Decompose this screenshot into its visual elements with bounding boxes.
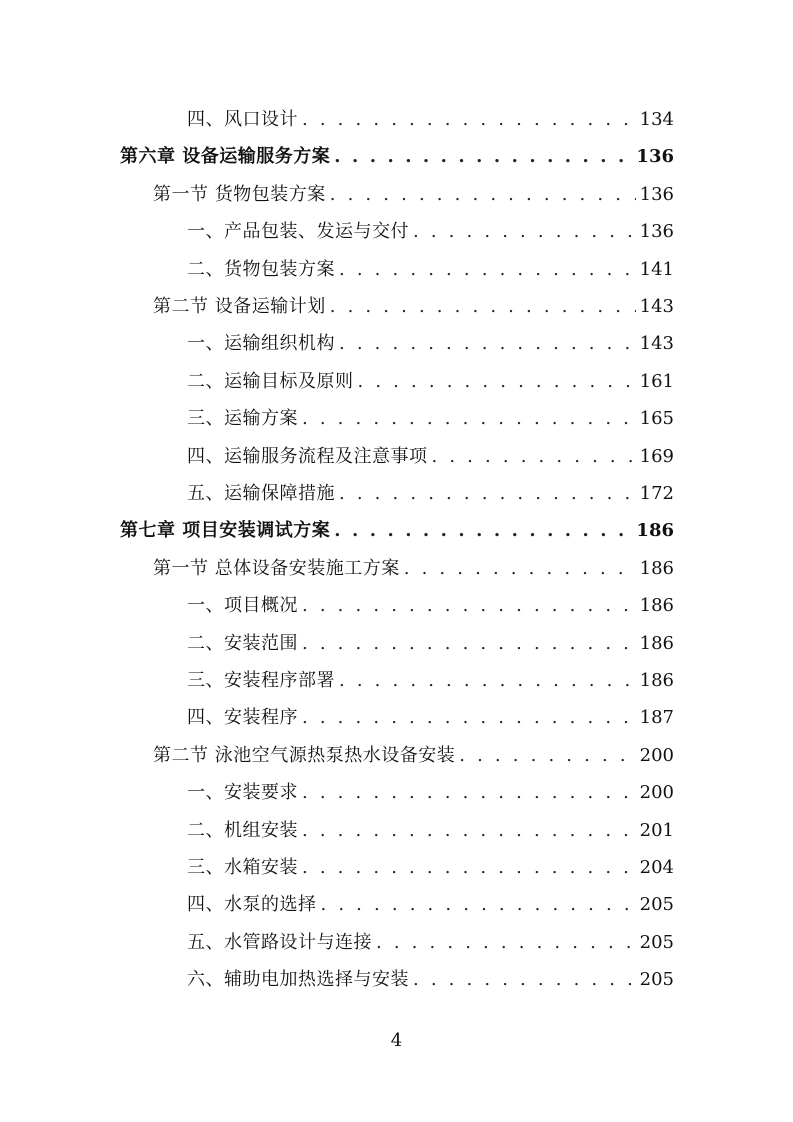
toc-entry-title: 第二节 泳池空气源热泵热水设备安装	[153, 744, 456, 766]
toc-leader-dots	[339, 669, 636, 693]
toc-leader-dots	[321, 893, 636, 917]
toc-chapter-entry[interactable]	[120, 145, 674, 169]
toc-entry-page-number: 143	[639, 333, 674, 355]
toc-entry-title: 二、安装范围	[187, 632, 298, 654]
toc-leader-dots	[413, 968, 636, 992]
toc-entry-title: 四、风口设计	[187, 109, 298, 130]
toc-leader-dots	[339, 332, 636, 356]
toc-subsection-entry[interactable]	[187, 931, 674, 955]
toc-entry-title: 一、产品包装、发运与交付	[187, 221, 409, 243]
toc-entry-title: 第一节 货物包装方案	[153, 183, 326, 205]
toc-entry-page-number: 200	[639, 744, 674, 766]
toc-entry-page-number: 205	[639, 931, 674, 953]
toc-section-entry[interactable]	[153, 295, 674, 319]
toc-entry-page-number: 143	[639, 296, 674, 317]
toc-entry-title: 三、水箱安装	[187, 857, 298, 878]
toc-entry-page-number: 200	[639, 782, 674, 804]
toc-leader-dots	[302, 594, 636, 618]
toc-entry-title: 二、机组安装	[187, 819, 298, 841]
toc-entry-page-number: 205	[639, 969, 674, 991]
toc-leader-dots	[339, 258, 636, 282]
toc-entry-page-number: 161	[639, 370, 674, 392]
toc-entry-title: 第二节 设备运输计划	[153, 296, 326, 317]
toc-entry-title: 第六章 设备运输服务方案	[120, 146, 331, 168]
toc-subsection-entry[interactable]	[187, 108, 674, 132]
toc-subsection-entry[interactable]	[187, 482, 674, 506]
toc-subsection-entry[interactable]	[187, 445, 674, 469]
toc-leader-dots	[413, 220, 636, 244]
toc-subsection-entry[interactable]	[187, 258, 674, 282]
toc-leader-dots	[302, 819, 636, 843]
toc-leader-dots	[339, 482, 636, 506]
toc-leader-dots	[330, 295, 636, 319]
toc-leader-dots	[302, 706, 636, 730]
toc-leader-dots	[334, 519, 632, 543]
toc-entry-title: 第一节 总体设备安装施工方案	[153, 557, 400, 579]
toc-subsection-entry[interactable]	[187, 332, 674, 356]
toc-entry-page-number: 186	[636, 520, 674, 542]
toc-subsection-entry[interactable]	[187, 632, 674, 656]
toc-subsection-entry[interactable]	[187, 220, 674, 244]
toc-entry-title: 四、运输服务流程及注意事项	[187, 445, 428, 467]
toc-section-entry[interactable]	[153, 557, 674, 581]
toc-entry-page-number: 136	[636, 146, 674, 168]
toc-entry-page-number: 141	[639, 258, 674, 280]
toc-subsection-entry[interactable]	[187, 706, 674, 730]
toc-leader-dots	[330, 183, 636, 207]
toc-entry-title: 一、运输组织机构	[187, 333, 335, 355]
toc-section-entry[interactable]	[153, 744, 674, 768]
toc-chapter-entry[interactable]	[120, 519, 674, 543]
toc-subsection-entry[interactable]	[187, 893, 674, 917]
toc-subsection-entry[interactable]	[187, 968, 674, 992]
toc-leader-dots	[302, 632, 636, 656]
toc-entry-page-number: 134	[639, 109, 674, 130]
toc-entry-page-number: 205	[639, 894, 674, 916]
toc-leader-dots	[334, 145, 632, 169]
toc-entry-title: 六、辅助电加热选择与安装	[187, 969, 409, 991]
toc-leader-dots	[376, 931, 636, 955]
toc-entry-title: 三、运输方案	[187, 408, 298, 430]
toc-entry-page-number: 186	[639, 670, 674, 691]
toc-entry-page-number: 165	[639, 408, 674, 430]
page-number: 4	[390, 1030, 403, 1051]
toc-entry-page-number: 204	[639, 857, 674, 878]
toc-entry-page-number: 187	[639, 707, 674, 729]
toc-entry-title: 五、运输保障措施	[187, 483, 335, 504]
toc-subsection-entry[interactable]	[187, 370, 674, 394]
toc-subsection-entry[interactable]	[187, 594, 674, 618]
toc-subsection-entry[interactable]	[187, 819, 674, 843]
toc-entry-page-number: 186	[639, 632, 674, 654]
toc-entry-page-number: 169	[639, 445, 674, 467]
toc-leader-dots	[302, 781, 636, 805]
toc-entry-title: 一、安装要求	[187, 782, 298, 804]
toc-entry-page-number: 172	[639, 483, 674, 504]
toc-entry-page-number: 136	[639, 221, 674, 243]
toc-entry-title: 五、水管路设计与连接	[187, 931, 372, 953]
toc-leader-dots	[459, 744, 635, 768]
toc-entry-title: 二、货物包装方案	[187, 258, 335, 280]
toc-entry-title: 三、安装程序部署	[187, 670, 335, 691]
toc-entry-title: 第七章 项目安装调试方案	[120, 520, 331, 542]
toc-entry-title: 一、项目概况	[187, 595, 298, 617]
toc-entry-title: 四、安装程序	[187, 707, 298, 729]
toc-entry-page-number: 136	[639, 183, 674, 205]
toc-leader-dots	[432, 445, 636, 469]
toc-subsection-entry[interactable]	[187, 781, 674, 805]
toc-subsection-entry[interactable]	[187, 407, 674, 431]
toc-leader-dots	[302, 108, 636, 132]
toc-subsection-entry[interactable]	[187, 669, 674, 693]
toc-leader-dots	[302, 856, 636, 880]
toc-entry-page-number: 186	[639, 557, 674, 579]
toc-entry-title: 四、水泵的选择	[187, 894, 317, 916]
toc-leader-dots	[358, 370, 636, 394]
toc-section-entry[interactable]	[153, 183, 674, 207]
toc-entry-page-number: 201	[639, 819, 674, 841]
toc-leader-dots	[302, 407, 636, 431]
toc-entry-title: 二、运输目标及原则	[187, 370, 354, 392]
toc-entry-page-number: 186	[639, 595, 674, 617]
toc-subsection-entry[interactable]	[187, 856, 674, 880]
toc-leader-dots	[404, 557, 636, 581]
